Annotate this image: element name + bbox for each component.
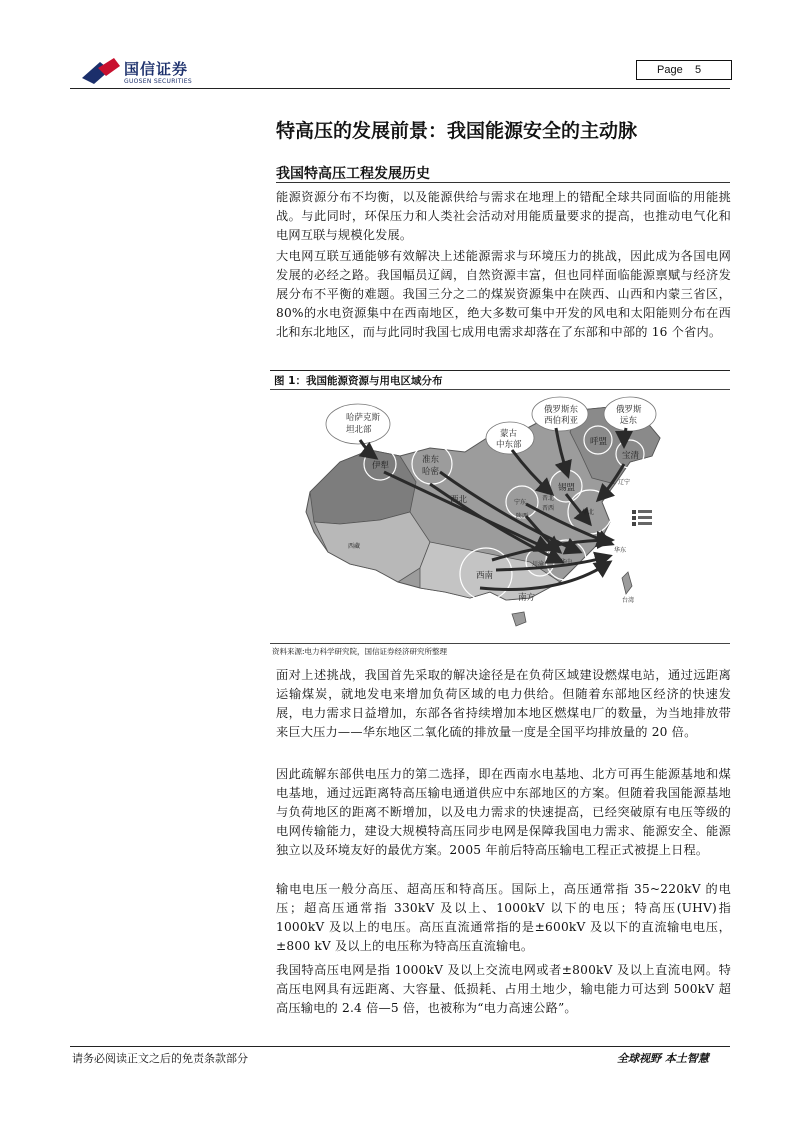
label-mongolia-1: 蒙古 bbox=[500, 429, 518, 439]
label-siberia-1: 俄罗斯东 bbox=[544, 405, 579, 415]
label-huabei: 华北 bbox=[582, 509, 595, 516]
label-zhundong: 准东 bbox=[422, 455, 440, 465]
paragraph-3: 面对上述挑战，我国首先采取的解决途径是在负荷区域建设燃煤电站，通过远距离运输煤炭，就地发电来增加负荷区域的电力供给。但随着东部地区经济的快速发展，电力需求日益增加，东部各省持续增加本地区燃煤电厂的数量，为当地排放带来巨大压力——华东地区二氧化硫的排放量一度是全国平均排放量的 20 倍。 bbox=[276, 668, 731, 739]
label-yili: 伊犁 bbox=[372, 461, 390, 471]
label-nanfang: 南方 bbox=[518, 593, 536, 603]
section-rule bbox=[276, 182, 730, 183]
label-liaoning: 辽宁 bbox=[618, 479, 631, 486]
paragraph-1: 能源资源分布不均衡，以及能源供给与需求在地理上的错配全球共同面临的用能挑战。与此同时，环保压力和人类社会活动对用能质量要求的提高，也推动电气化和电网互联与规模化发展。 bbox=[276, 190, 731, 242]
label-fareast-1: 俄罗斯 bbox=[616, 405, 642, 415]
label-jinxi: 晋西 bbox=[542, 505, 555, 512]
header-rule bbox=[70, 88, 730, 89]
figure-title: 图 1：我国能源资源与用电区域分布 bbox=[274, 375, 443, 387]
label-taiwan: 台湾 bbox=[622, 597, 635, 604]
taiwan-island bbox=[622, 572, 632, 594]
label-xibei: 西北 bbox=[450, 495, 468, 505]
footer-disclaimer: 请务必阅读正文之后的免责条款部分 bbox=[72, 1052, 248, 1065]
brand-name-en: GUOSEN SECURITIES bbox=[124, 78, 193, 85]
kazakh-bubble bbox=[326, 404, 390, 444]
label-siberia-2: 西伯利亚 bbox=[544, 416, 579, 426]
guosen-logo bbox=[80, 56, 230, 88]
label-baoqing: 宝清 bbox=[622, 451, 640, 461]
guosen-logo-icon bbox=[80, 56, 122, 86]
paragraph-6: 我国特高压电网是指 1000kV 及以上交流电网或者±800kV 及以上直流电网。特高压电网具有远距离、大容量、低损耗、占用土地少，输电能力可达到 500kV 超高压输电的 2.4 倍—5 倍，也被称为“电力高速公路”。 bbox=[276, 963, 731, 1015]
label-kazakh-2: 坦北部 bbox=[346, 425, 372, 435]
paragraph-4: 因此疏解东部供电压力的第二选择，即在西南水电基地、北方可再生能源基地和煤电基地，通过远距离特高压输电通道供应中东部地区的方案。但随着我国能源基地与负荷地区的距离不断增加，以及电力需求的快速提高，已经突破原有电压等级的电网传输能力，建设大规模特高压同步电网是保障我国电力需求、能源安全、能源独立以及环境友好的最优方案。2005 年前后特高压输电工程正式被提上日程。 bbox=[276, 767, 731, 857]
label-fareast-2: 远东 bbox=[620, 416, 638, 426]
page-number: 5 bbox=[695, 64, 702, 76]
label-kazakh-1: 哈萨克斯 bbox=[346, 413, 381, 423]
brand-name-cn: 国信证券 bbox=[124, 60, 189, 78]
footer-rule bbox=[70, 1046, 730, 1047]
label-hami: 哈密 bbox=[422, 467, 440, 477]
label-shanxi-n: 晋北 bbox=[542, 495, 555, 502]
map-legend bbox=[632, 510, 652, 526]
paragraph-5: 输电电压一般分高压、超高压和特高压。国际上，高压通常指 35~220kV 的电压；超高压通常指 330kV 及以上、1000kV 以下的电压；特高压(UHV)指 1000kV 及以上的电压。高压直流通常指的是±600kV 及以下的直流输电电压，±800 kV 及以上的电压称为特高压直流输电。 bbox=[276, 882, 731, 953]
figure-title-bar bbox=[270, 370, 730, 390]
figure-source: 资料来源:电力科学研究院，国信证券经济研究所整理 bbox=[272, 647, 448, 656]
label-sichuan: 川渝 bbox=[532, 561, 545, 568]
label-huadong: 华东 bbox=[614, 547, 627, 554]
footer-slogan: 全球视野 本土智慧 bbox=[617, 1052, 709, 1065]
figure-source-rule bbox=[270, 643, 730, 644]
label-ningdong: 宁东 bbox=[514, 499, 527, 506]
page-title: 特高压的发展前景：我国能源安全的主动脉 bbox=[276, 120, 638, 142]
label-xizang: 西藏 bbox=[348, 543, 361, 550]
label-shaanxi: 陕西 bbox=[516, 513, 529, 520]
label-hulunbeier: 呼盟 bbox=[590, 437, 608, 447]
label-huazhong: 华中 bbox=[560, 559, 573, 566]
paragraph-2: 大电网互联互通能够有效解决上述能源需求与环境压力的挑战，因此成为各国电网发展的必经之路。我国幅员辽阔，自然资源丰富，但也同样面临能源禀赋与经济发展分布不平衡的难题。我国三分之二的煤炭资源集中在陕西、山西和内蒙三省区，80%的水电资源集中在西南地区，绝大多数可集中开发的风电和太阳能则分布在西北和东北地区，而与此同时我国七成用电需求却落在了东部和中部的 16 个省内。 bbox=[276, 249, 731, 339]
page-label: Page bbox=[657, 64, 683, 76]
xinjiang-region bbox=[310, 450, 416, 524]
hainan-island bbox=[512, 612, 526, 626]
page-number-box bbox=[636, 60, 732, 80]
label-xilinguole: 锡盟 bbox=[558, 483, 576, 493]
energy-map bbox=[280, 392, 720, 638]
section-title: 我国特高压工程发展历史 bbox=[276, 166, 430, 182]
label-xinan: 西南 bbox=[476, 571, 494, 581]
label-mongolia-2: 中东部 bbox=[496, 440, 522, 450]
